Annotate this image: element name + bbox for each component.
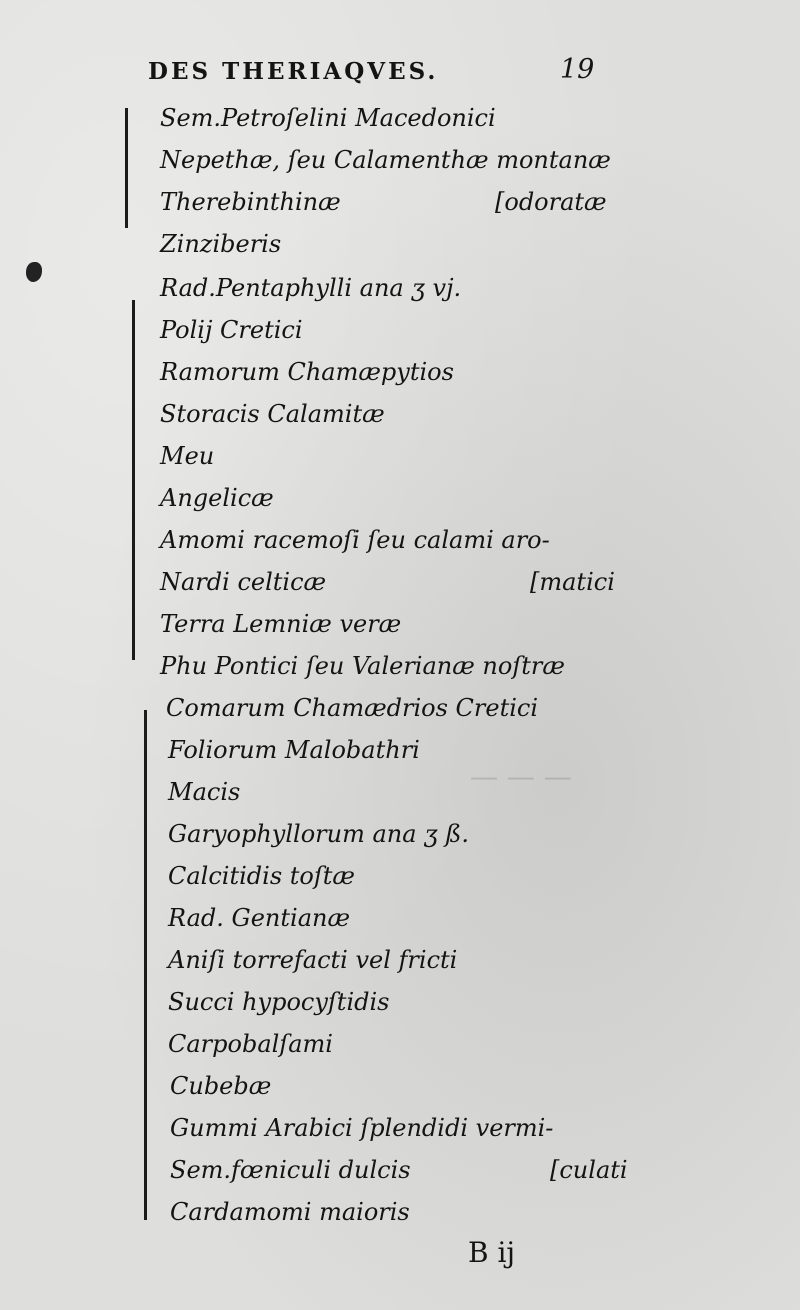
list-item: Storacis Calamitæ — [160, 400, 385, 428]
list-item: Rad.Pentaphylli ana ʒ vj. — [160, 274, 462, 302]
list-item: Terra Lemniæ veræ — [160, 610, 402, 638]
continuation-odoratae: [odoratæ — [495, 188, 607, 216]
list-item: Succi hypocyſtidis — [168, 988, 390, 1016]
list-item: Amomi racemoſi ſeu calami aro- — [160, 526, 550, 554]
list-item: Angelicæ — [160, 484, 274, 512]
list-item: Phu Pontici ſeu Valerianæ noſtræ — [160, 652, 565, 680]
list-item: Gummi Arabici ſplendidi vermi- — [170, 1114, 554, 1142]
list-item: Sem.fœniculi dulcis — [170, 1156, 411, 1184]
page-number: 19 — [560, 54, 595, 85]
list-item: Garyophyllorum ana ʒ ß. — [168, 820, 469, 848]
list-item: Calcitidis toſtæ — [168, 862, 355, 890]
continuation-culati: [culati — [550, 1156, 628, 1184]
list-item: Meu — [160, 442, 215, 470]
ink-blot — [26, 262, 42, 282]
list-item: Ramorum Chamæpytios — [160, 358, 454, 386]
bracket-bar — [125, 108, 128, 228]
list-item: Comarum Chamædrios Cretici — [166, 694, 539, 722]
list-item: Macis — [168, 778, 241, 806]
list-item: Sem.Petroſelini Macedonici — [160, 104, 496, 132]
list-item: Cubebæ — [170, 1072, 272, 1100]
list-item: Foliorum Malobathri — [168, 736, 420, 764]
list-item: Rad. Gentianæ — [168, 904, 351, 932]
bleed-through: — — — — [470, 760, 572, 793]
continuation-matici: [matici — [530, 568, 615, 596]
signature-mark: B ij — [468, 1236, 516, 1269]
list-item: Carpobalſami — [168, 1030, 333, 1058]
list-item: Polij Cretici — [160, 316, 303, 344]
running-header: DES THERIAQVES. — [148, 58, 439, 85]
bracket-bar — [144, 710, 147, 1220]
list-item: Therebinthinæ — [160, 188, 341, 216]
bracket-bar — [132, 300, 135, 660]
list-item: Aniſi torrefacti vel fricti — [168, 946, 458, 974]
list-item: Cardamomi maioris — [170, 1198, 410, 1226]
list-item: Nardi celticæ — [160, 568, 327, 596]
list-item: Zinziberis — [160, 230, 282, 258]
list-item: Nepethæ, ſeu Calamenthæ montanæ — [160, 146, 611, 174]
